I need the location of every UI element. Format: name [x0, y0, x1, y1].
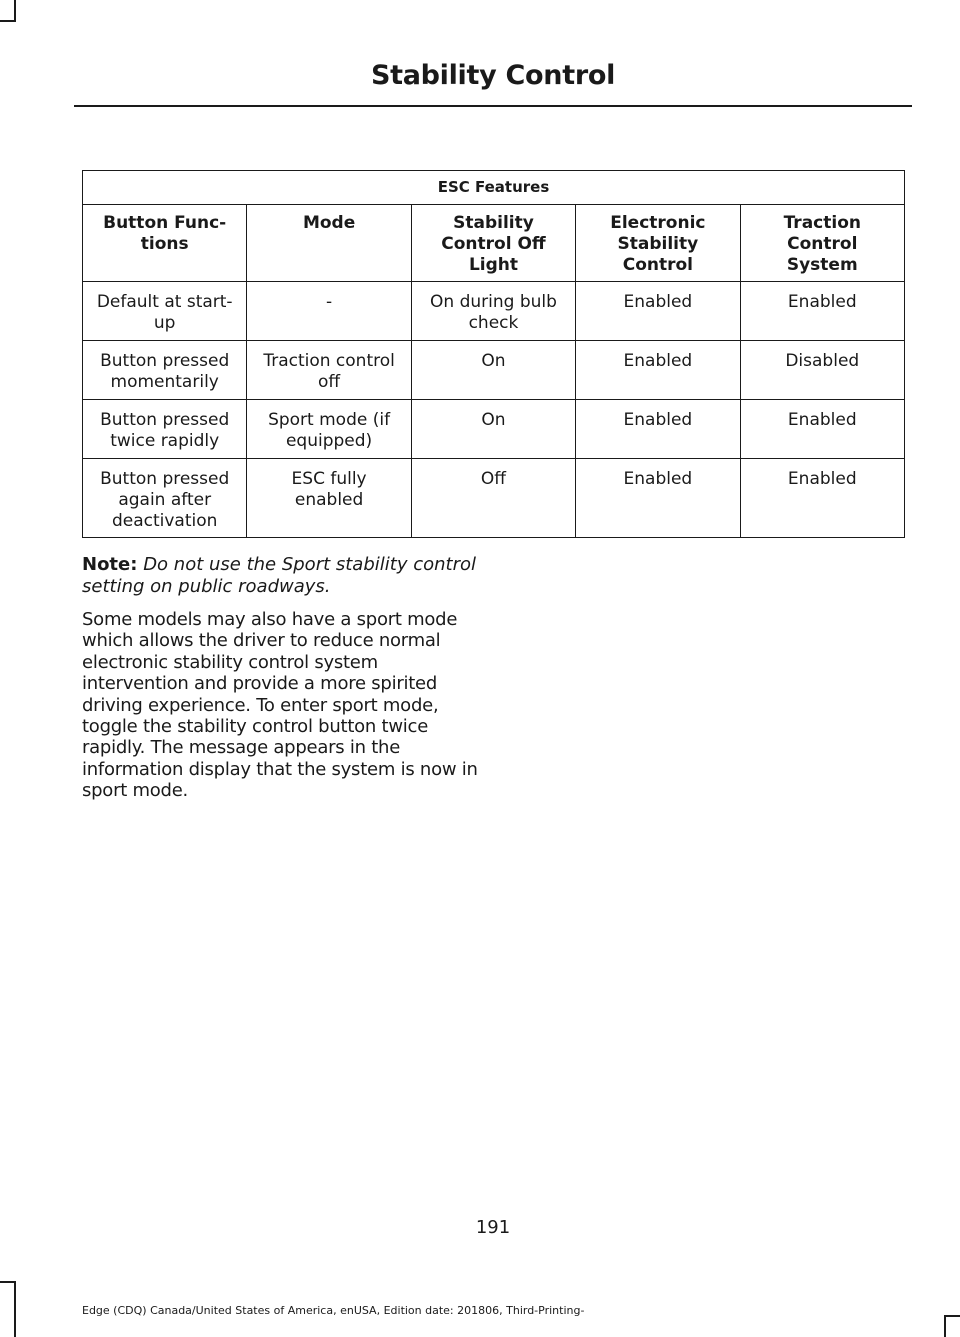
- note: [82, 554, 482, 598]
- table-row: [83, 459, 905, 538]
- column-header-text: Button Func- tions: [103, 213, 227, 254]
- crop-mark: [14, 0, 16, 20]
- page-title: Stability Control: [370, 60, 616, 91]
- table-caption: ESC Features: [83, 171, 905, 205]
- column-header: [740, 205, 904, 282]
- crop-mark: [14, 1281, 16, 1337]
- table-row: [83, 282, 905, 341]
- table-cell: Enabled: [740, 400, 904, 459]
- table-cell: Enabled: [740, 459, 904, 538]
- table-cell: Default at start- up: [83, 282, 247, 341]
- table-cell: Button pressed twice rapidly: [83, 400, 247, 459]
- footer-edition-info: Edge (CDQ) Canada/United States of America, enUSA, Edition date: 201806, Third-Printing-: [82, 1304, 585, 1317]
- page-number: 191: [475, 1217, 511, 1238]
- table-cell: Sport mode (if equipped): [247, 400, 411, 459]
- body-paragraph: Some models may also have a sport mode which allows the driver to reduce normal electronic stability control system intervention and provide a more spirited driving experience. To enter sport mode, toggle the stability control button twice rapidly. The message appears in the information display that the system is now in sport mode.: [82, 609, 478, 802]
- table-cell: Traction control off: [247, 341, 411, 400]
- crop-mark: [0, 1281, 16, 1283]
- table-cell: Button pressed again after deactivation: [83, 459, 247, 538]
- column-header: [411, 205, 575, 282]
- note-text: Do not use the Sport stability control setting on public roadways.: [82, 554, 476, 597]
- table-cell: Enabled: [740, 282, 904, 341]
- table-cell: Enabled: [576, 400, 740, 459]
- table-cell: ESC fully enabled: [247, 459, 411, 538]
- table-cell: -: [247, 282, 411, 341]
- table-cell: On: [411, 400, 575, 459]
- esc-features-table: [82, 170, 905, 538]
- table-cell: Button pressed momentarily: [83, 341, 247, 400]
- table-row: [83, 341, 905, 400]
- table-header-row: [83, 205, 905, 282]
- table-cell: On: [411, 341, 575, 400]
- table-cell: Enabled: [576, 341, 740, 400]
- crop-mark: [944, 1315, 946, 1337]
- table-cell: On during bulb check: [411, 282, 575, 341]
- crop-mark: [944, 1315, 960, 1317]
- crop-mark: [0, 20, 16, 22]
- note-label: Note:: [82, 554, 138, 575]
- table-cell: Enabled: [576, 459, 740, 538]
- column-header-text: Stability Control Off Light: [441, 213, 546, 275]
- column-header-text: Electronic Stability Control: [610, 213, 706, 275]
- table-cell: Off: [411, 459, 575, 538]
- column-header: [247, 205, 411, 282]
- table-cell: Disabled: [740, 341, 904, 400]
- table-cell: Enabled: [576, 282, 740, 341]
- column-header: [83, 205, 247, 282]
- column-header-text: Mode: [302, 213, 356, 233]
- column-header: [576, 205, 740, 282]
- column-header-text: Traction Control System: [783, 213, 861, 275]
- table-row: [83, 400, 905, 459]
- title-divider: [74, 105, 912, 107]
